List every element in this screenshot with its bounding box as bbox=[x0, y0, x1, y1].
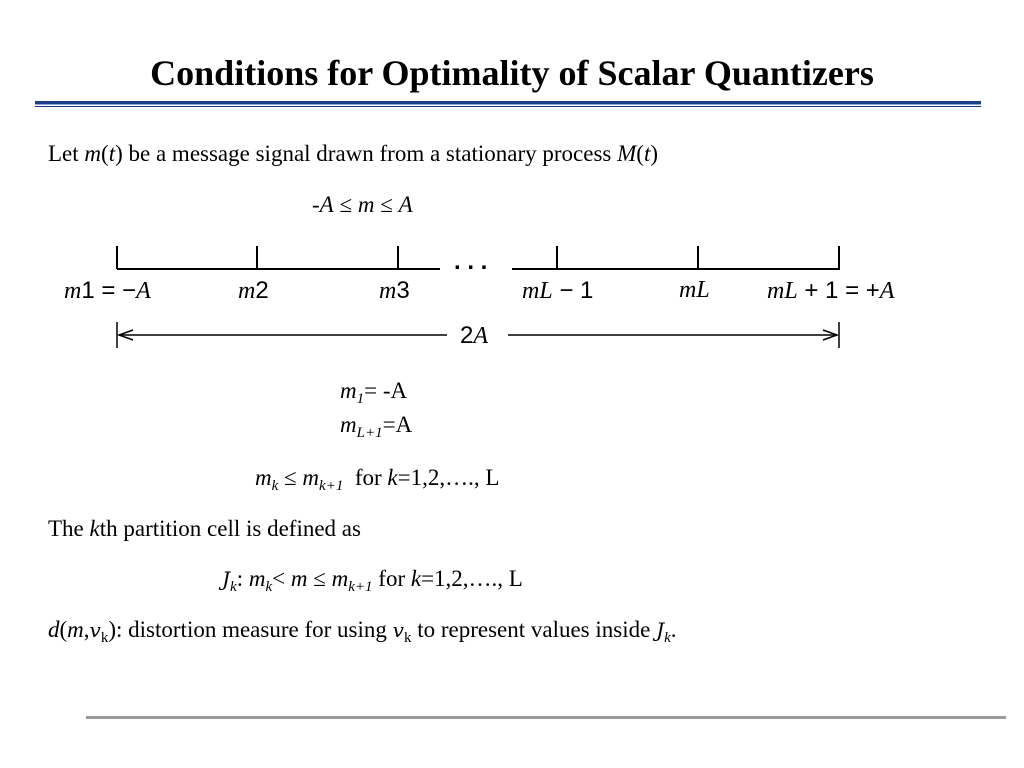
intro-line: Let m(t) be a message signal drawn from a stationary process M(t) bbox=[48, 141, 659, 166]
cell-mk1: m bbox=[331, 566, 349, 591]
diagram-dots: . . . bbox=[454, 248, 488, 275]
cell-mk: m bbox=[248, 566, 266, 591]
label-mL-1-L: L bbox=[539, 278, 553, 304]
partition-k: k bbox=[89, 516, 100, 541]
cell-lt: < bbox=[272, 566, 291, 591]
distortion-line bbox=[48, 617, 677, 646]
distortion-v: v bbox=[89, 618, 101, 642]
label-mL-1-rest: − 1 bbox=[552, 277, 594, 304]
cell-k: k bbox=[230, 579, 237, 595]
cell-range: =1,2,…., L bbox=[421, 566, 523, 591]
cell-kvar: k bbox=[410, 566, 422, 591]
distortion-v2: v bbox=[392, 618, 404, 642]
cell-colon: : bbox=[236, 566, 249, 591]
distortion-close: ): distortion measure for using bbox=[108, 617, 393, 642]
order-range: =1,2,…., L bbox=[397, 465, 500, 490]
intro-t: t bbox=[108, 141, 116, 166]
label-m1-val: A bbox=[136, 278, 151, 304]
order-mk: m bbox=[255, 465, 272, 490]
bound-mL+1-sub: L+1 bbox=[356, 425, 383, 441]
intro-t2: t bbox=[643, 141, 651, 166]
distortion-d: d bbox=[48, 617, 60, 642]
label-mL-m: m bbox=[679, 277, 697, 303]
range-a: A bbox=[398, 192, 413, 217]
bound-m1-m: m bbox=[340, 378, 357, 403]
range-neg-a: -A bbox=[312, 192, 334, 217]
order-le: ≤ bbox=[284, 465, 297, 490]
label-m3 bbox=[379, 277, 410, 305]
range-m: m bbox=[357, 192, 375, 217]
order-k: k bbox=[271, 478, 279, 494]
cell-m: m bbox=[290, 566, 308, 591]
range-le2: ≤ bbox=[380, 192, 393, 217]
partition-intro bbox=[48, 516, 361, 542]
label-mL bbox=[679, 277, 710, 304]
label-m2 bbox=[238, 277, 269, 305]
order-for: for bbox=[354, 465, 388, 490]
cell-J: J bbox=[222, 567, 231, 591]
order-condition bbox=[255, 465, 500, 494]
label-m1 bbox=[64, 277, 151, 305]
label-mL-1 bbox=[522, 277, 593, 305]
cell-le: ≤ bbox=[307, 566, 332, 591]
page-title: Conditions for Optimality of Scalar Quantizers bbox=[150, 53, 874, 93]
bound-mL+1 bbox=[340, 412, 413, 441]
label-m1-sub: 1 bbox=[81, 277, 95, 304]
distortion-comma: , bbox=[83, 617, 90, 642]
label-mL-L: L bbox=[696, 277, 710, 303]
label-span-2A bbox=[458, 322, 490, 350]
order-mk1: m bbox=[302, 465, 320, 490]
distortion-mid: to represent values inside bbox=[411, 617, 657, 642]
label-span-num: 2 bbox=[460, 322, 474, 349]
range-le1: ≤ bbox=[339, 192, 353, 217]
distortion-end: . bbox=[670, 617, 677, 642]
label-m1-eq: = − bbox=[101, 277, 137, 304]
bound-mL+1-rest: =A bbox=[382, 412, 413, 437]
order-k1: k+1 bbox=[319, 478, 344, 494]
distortion-J: J bbox=[656, 618, 665, 642]
cell-for: for bbox=[372, 566, 411, 591]
distortion-vk2: k bbox=[403, 630, 412, 646]
label-mL+1-eq: = + bbox=[845, 277, 880, 304]
partition-suffix: th partition cell is defined as bbox=[99, 516, 361, 541]
distortion-m: m bbox=[67, 617, 84, 642]
label-mL+1-m: m bbox=[767, 278, 785, 304]
footer-divider bbox=[86, 716, 1006, 719]
label-mL+1-rest: + 1 bbox=[797, 277, 839, 304]
intro-middle: be a message signal drawn from a stationary process bbox=[122, 141, 618, 166]
distortion-Jk: k bbox=[664, 630, 671, 646]
label-m3-sub: 3 bbox=[396, 277, 410, 304]
label-mL+1 bbox=[767, 277, 894, 305]
label-m3-m: m bbox=[379, 278, 397, 304]
distortion-open: ( bbox=[59, 617, 68, 642]
label-m2-sub: 2 bbox=[255, 277, 269, 304]
cell-k1: k+1 bbox=[348, 579, 373, 595]
label-m2-m: m bbox=[238, 278, 256, 304]
label-mL-1-m: m bbox=[522, 278, 540, 304]
cell-definition bbox=[222, 566, 523, 595]
label-mL+1-L: L bbox=[784, 278, 798, 304]
label-mL+1-val: A bbox=[879, 278, 895, 304]
label-m1-m: m bbox=[64, 278, 82, 304]
intro-m: m bbox=[84, 141, 102, 166]
bound-m1 bbox=[340, 378, 408, 407]
cell-k2: k bbox=[265, 579, 273, 595]
label-span-var: A bbox=[473, 323, 489, 349]
order-kvar: k bbox=[387, 465, 398, 490]
intro-prefix: Let bbox=[48, 141, 85, 166]
partition-prefix: The bbox=[48, 516, 90, 541]
bound-m1-rest: = -A bbox=[364, 378, 408, 403]
bound-mL+1-m: m bbox=[340, 412, 357, 437]
intro-M: M bbox=[617, 141, 637, 166]
distortion-vk: k bbox=[100, 630, 109, 646]
bound-m1-sub: 1 bbox=[356, 391, 365, 407]
